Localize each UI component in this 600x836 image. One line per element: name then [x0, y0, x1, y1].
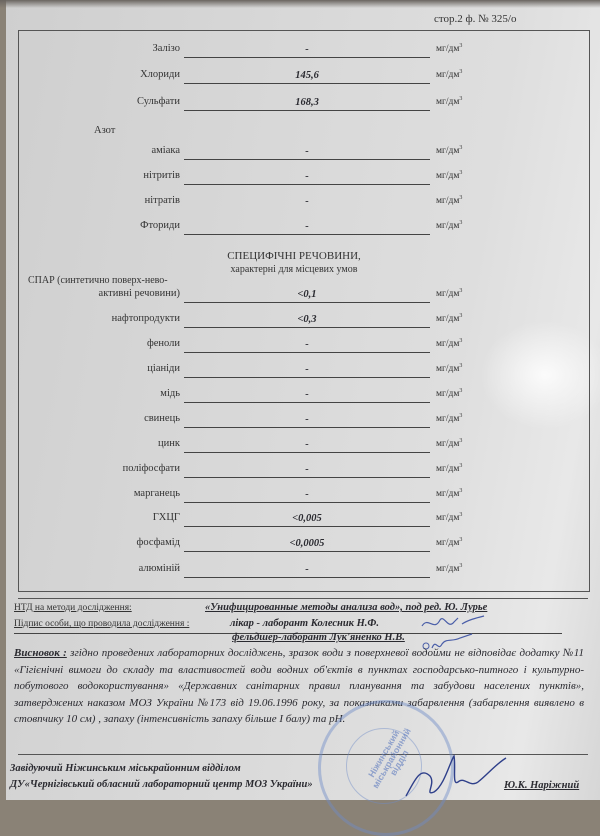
- row-unit: $мг/дм^3$: [436, 438, 463, 450]
- row-label: алюміній: [138, 563, 180, 574]
- row-phosphamide: [0, 537, 600, 555]
- row-label: Залізо: [152, 43, 180, 54]
- ntd-value: «Унифицированные методы анализа вод», под ред. Ю. Лурье: [205, 602, 488, 613]
- row-value: -: [184, 338, 430, 353]
- row-petroleum: [0, 313, 600, 331]
- row-label: ціаніди: [147, 363, 180, 374]
- nitrogen-heading: Азот: [94, 125, 116, 136]
- row-value: -: [184, 43, 430, 58]
- row-unit: $мг/дм^3$: [436, 43, 463, 55]
- row-zinc: [0, 438, 600, 456]
- row-copper: [0, 388, 600, 406]
- row-label: фосфамід: [136, 537, 180, 548]
- row-unit: $мг/дм^3$: [436, 563, 463, 575]
- row-unit: $мг/дм^3$: [436, 488, 463, 500]
- row-sulfates: [0, 96, 600, 114]
- row-unit: $мг/дм^3$: [436, 220, 463, 232]
- row-unit: $мг/дм^3$: [436, 388, 463, 400]
- row-label: нітритів: [143, 170, 180, 181]
- conclusion-text: згідно проведених лабораторних досліджень, зразок води з поверхневої водойми не відповідає додатку №11 «Гігієнічні вимоги до складу та властивостей води водних об'єктів в пунктах господарсько-питного і культурно-побутового водокористування» «Державних санітарних правил планування та забудови населених пунктів», затверджених наказом МОЗ України №173 від 19.06.1996 року, за показниками забарвлення (забарвлення виявлено в стовпчику 10 см) , запаху (інтенсивність запаху більше І балу) та pH.: [14, 647, 584, 725]
- row-unit: $мг/дм^3$: [436, 338, 463, 350]
- row-label: мідь: [160, 388, 180, 399]
- page-reference: стор.2 ф. № 325/о: [434, 13, 517, 25]
- row-ammonia: [0, 145, 600, 163]
- row-label: Сульфати: [137, 96, 180, 107]
- stamp-text: Ніжинський міськрайонний відділ: [366, 726, 413, 791]
- row-label: поліфосфати: [122, 463, 180, 474]
- divider: [18, 598, 588, 599]
- row-aluminium: [0, 563, 600, 581]
- row-label: цинк: [158, 438, 180, 449]
- row-cyanides: [0, 363, 600, 381]
- row-unit: $мг/дм^3$: [436, 537, 463, 549]
- row-chlorides: [0, 69, 600, 87]
- head-title-line1: Завідуючий Ніжинським міськрайонним відділом: [10, 763, 241, 774]
- row-spar: [0, 288, 600, 306]
- row-label: марганець: [133, 488, 180, 499]
- signer-paramedic: фельдшер-лаборант Лук'яненко Н.В.: [232, 632, 405, 643]
- row-unit: $мг/дм^3$: [436, 170, 463, 182]
- specific-substances-subtitle: характерні для місцевих умов: [230, 264, 358, 275]
- row-label: Фториди: [140, 220, 180, 231]
- row-phenols: [0, 338, 600, 356]
- row-unit: $мг/дм^3$: [436, 288, 463, 300]
- row-fluorides: [0, 220, 600, 238]
- head-signature: [400, 752, 510, 800]
- row-manganese: [0, 488, 600, 506]
- conclusion-label: Висновок :: [14, 647, 67, 659]
- row-value: -: [184, 388, 430, 403]
- row-value: 168,3: [184, 96, 430, 111]
- row-unit: $мг/дм^3$: [436, 69, 463, 81]
- row-label: активні речовини): [98, 288, 180, 299]
- ntd-label: НТД на методи дослідження:: [14, 603, 132, 613]
- row-unit: $мг/дм^3$: [436, 313, 463, 325]
- row-value: <0,3: [184, 313, 430, 328]
- row-unit: $мг/дм^3$: [436, 463, 463, 475]
- row-value: -: [184, 438, 430, 453]
- row-iron: [0, 43, 600, 61]
- row-label: нітратів: [144, 195, 180, 206]
- results-frame: [18, 30, 590, 592]
- row-label: аміака: [151, 145, 180, 156]
- specific-substances-title: СПЕЦИФІЧНІ РЕЧОВИНИ,: [227, 250, 361, 262]
- row-value: -: [184, 170, 430, 185]
- spar-label-line1: СПАР (синтетично поверх-нево-: [28, 275, 168, 286]
- row-value: -: [184, 488, 430, 503]
- head-title-line2: ДУ«Чернігівський обласний лабораторний центр МОЗ України»: [10, 779, 313, 790]
- row-value: <0,1: [184, 288, 430, 303]
- row-value: <0,0005: [184, 537, 430, 552]
- row-nitrates: [0, 195, 600, 213]
- row-label: феноли: [146, 338, 180, 349]
- row-unit: $мг/дм^3$: [436, 512, 463, 524]
- row-hchc: [0, 512, 600, 530]
- conclusion: [14, 645, 584, 728]
- row-unit: $мг/дм^3$: [436, 145, 463, 157]
- row-value: -: [184, 463, 430, 478]
- signer-doctor: лікар - лаборант Колесник Н.Ф.: [230, 618, 379, 629]
- row-label: нафтопродукти: [111, 313, 180, 324]
- row-unit: $мг/дм^3$: [436, 96, 463, 108]
- row-value: -: [184, 363, 430, 378]
- row-polyphosphates: [0, 463, 600, 481]
- row-lead: [0, 413, 600, 431]
- row-value: -: [305, 196, 309, 207]
- signature-label: Підпис особи, що проводила дослідження :: [14, 619, 190, 629]
- row-value: -: [184, 413, 430, 428]
- row-label: Хлориди: [140, 69, 180, 80]
- row-value: <0,005: [184, 512, 430, 527]
- row-value: 145,6: [184, 69, 430, 84]
- row-nitrites: [0, 170, 600, 188]
- row-value: -: [184, 220, 430, 235]
- row-value: -: [184, 145, 430, 160]
- row-label: свинець: [144, 413, 180, 424]
- row-value: -: [184, 563, 430, 578]
- row-unit: $мг/дм^3$: [436, 195, 463, 207]
- page-shadow: [0, 0, 600, 8]
- row-unit: $мг/дм^3$: [436, 363, 463, 375]
- row-unit: $мг/дм^3$: [436, 413, 463, 425]
- row-label: ГХЦГ: [152, 512, 180, 523]
- head-name: Ю.К. Наріжний: [504, 780, 580, 791]
